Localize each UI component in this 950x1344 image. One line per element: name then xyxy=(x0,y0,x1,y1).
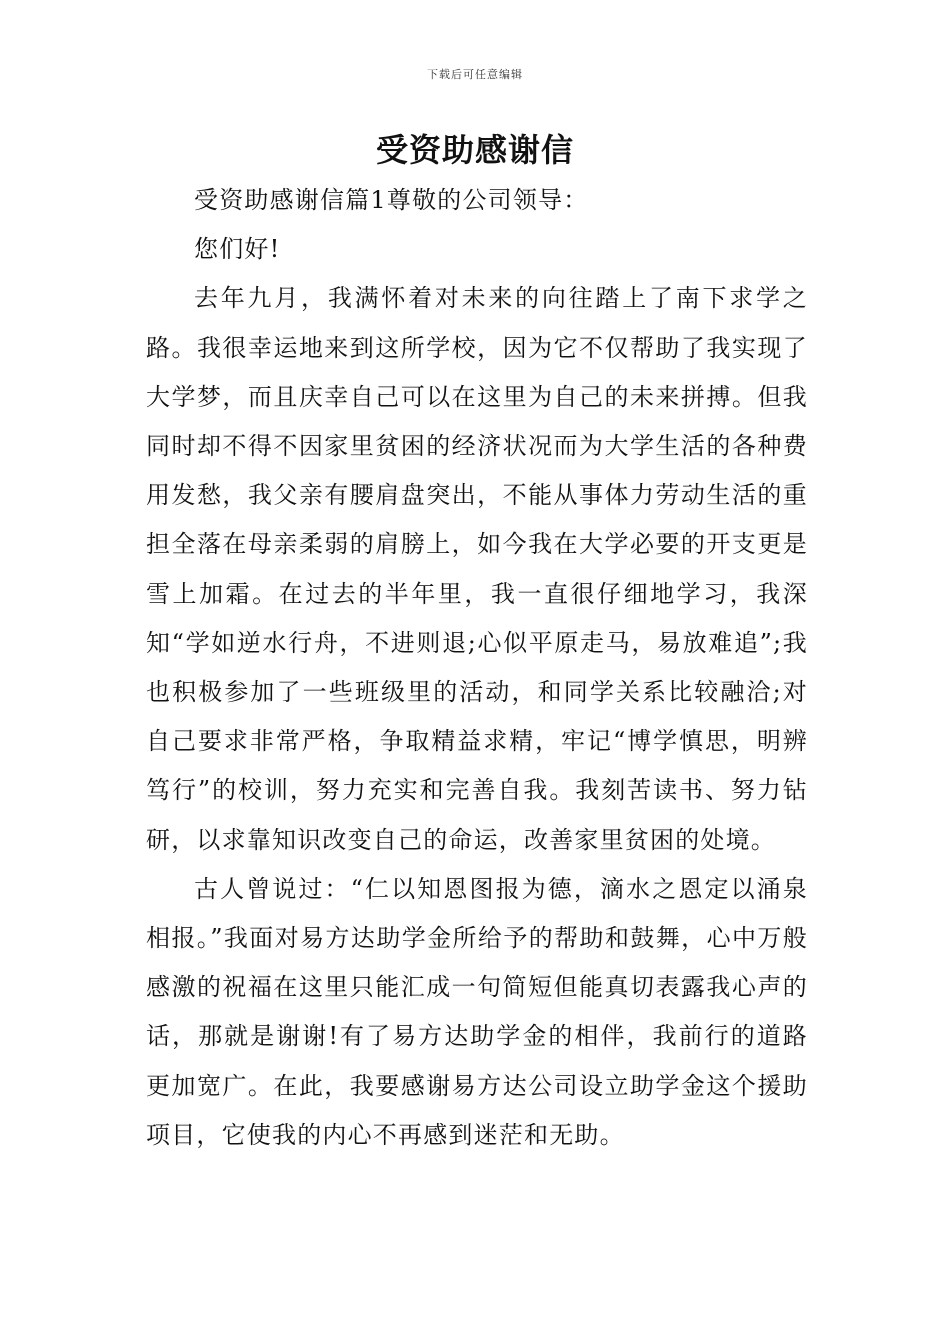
body-paragraph-2: 古人曾说过：“仁以知恩图报为德，滴水之恩定以涌泉相报。”我面对易方达助学金所给予的帮助和鼓舞，心中万般感激的祝福在这里只能汇成一句简短但能真切表露我心声的话，那就是谢谢!有了易方达助学金的相伴，我前行的道路更加宽广。在此，我要感谢易方达公司设立助学金这个援助项目，它使我的内心不再感到迷茫和无助。 xyxy=(146,874,808,1149)
greeting-paragraph: 您们好! xyxy=(194,235,281,264)
salutation-paragraph: 受资助感谢信篇1尊敬的公司领导： xyxy=(194,186,589,214)
letter-body xyxy=(146,176,808,1160)
body-paragraph-1: 去年九月，我满怀着对未来的向往踏上了南下求学之路。我很幸运地来到这所学校，因为它不仅帮助了我实现了大学梦，而且庆幸自己可以在这里为自己的未来拼搏。但我同时却不得不因家里贫困的经济状况而为大学生活的各种费用发愁，我父亲有腰肩盘突出，不能从事体力劳动生活的重担全落在母亲柔弱的肩膀上，如今我在大学必要的开支更是雪上加霜。在过去的半年里，我一直很仔细地学习，我深知“学如逆水行舟，不进则退;心似平原走马，易放难追”;我也积极参加了一些班级里的活动，和同学关系比较融洽;对自己要求非常严格，争取精益求精，牢记“博学慎思，明辨笃行”的校训，努力充实和完善自我。我刻苦读书、努力钻研，以求靠知识改变自己的命运，改善家里贫困的处境。 xyxy=(146,284,808,854)
document-title: 受资助感谢信 xyxy=(375,131,574,169)
header-note: 下载后可任意编辑 xyxy=(427,68,523,81)
